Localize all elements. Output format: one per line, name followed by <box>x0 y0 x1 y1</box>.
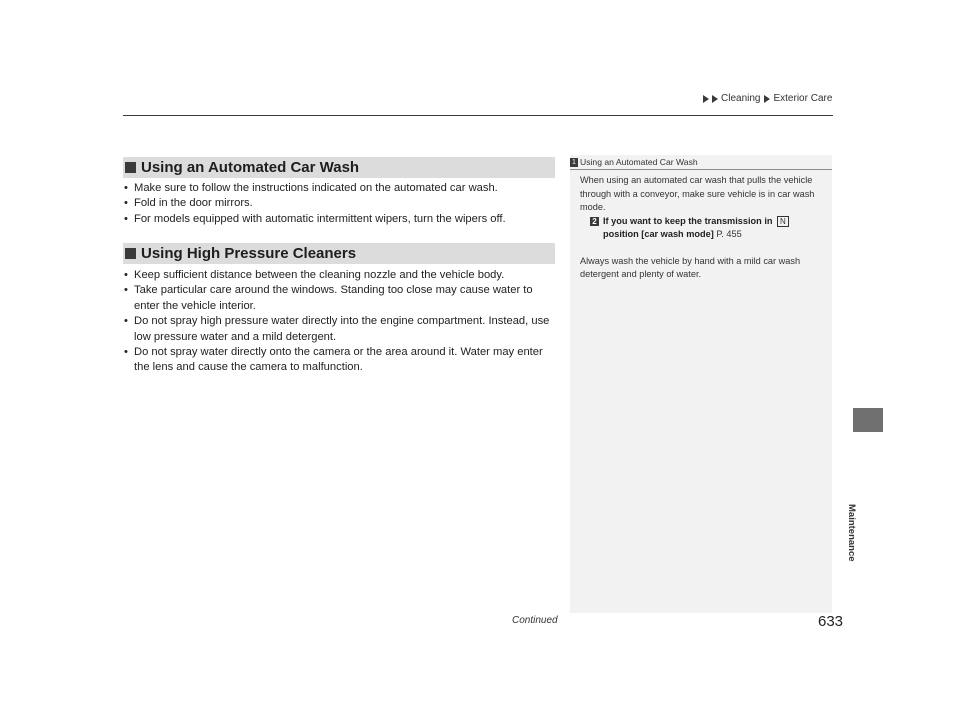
note-divider <box>570 169 832 170</box>
section-title: Using an Automated Car Wash <box>141 159 360 176</box>
section-title: Using High Pressure Cleaners <box>141 245 357 262</box>
bullet-dot-icon: • <box>124 212 128 225</box>
continued-label: Continued <box>512 615 558 626</box>
list-item: • For models equipped with automatic intermittent wipers, turn the wipers off. <box>123 212 555 227</box>
note-heading <box>570 157 698 167</box>
bullet-dot-icon: • <box>124 346 128 359</box>
section-heading-high-pressure-cleaners <box>123 243 555 264</box>
reference-page: P. 455 <box>716 229 742 239</box>
chapter-tab[interactable] <box>846 432 883 562</box>
note-title: Using an Automated Car Wash <box>580 157 698 167</box>
reference-text: position [car wash mode] <box>603 229 714 239</box>
list-item: • Take particular care around the windows. Standing too close may cause water to enter the vehicle interior. <box>124 284 533 312</box>
list-item: • Do not spray high pressure water directly into the engine compartment. Instead, use low pressure water and a mild detergent. <box>124 315 550 343</box>
chapter-tab-marker <box>853 408 883 432</box>
page-number: 633 <box>818 613 844 630</box>
cross-reference-link[interactable] <box>590 215 825 242</box>
neutral-key-icon: N <box>777 216 789 227</box>
bullet-dot-icon: • <box>124 269 128 281</box>
section-square-icon <box>125 248 136 259</box>
bullet-dot-icon: • <box>124 182 128 194</box>
note-body <box>580 174 825 282</box>
breadcrumb-arrow-icon <box>712 95 718 103</box>
list-item: • Keep sufficient distance between the cleaning nozzle and the vehicle body. <box>123 268 555 283</box>
bullet-list-automated-car-wash <box>123 181 555 227</box>
list-item: • Fold in the door mirrors. <box>123 196 555 211</box>
reference-text: If you want to keep the transmission in <box>603 215 773 226</box>
breadcrumb <box>703 93 832 104</box>
bullet-list-high-pressure-cleaners <box>123 268 555 376</box>
section-heading-automated-car-wash <box>123 157 555 178</box>
breadcrumb-arrow-icon <box>764 95 770 103</box>
header-rule <box>123 115 833 116</box>
note-paragraph: When using an automated car wash that pulls the vehicle through with a conveyor, make sure vehicle is in car wash mode. <box>580 175 815 212</box>
breadcrumb-item-cleaning[interactable]: Cleaning <box>721 93 761 104</box>
bullet-dot-icon: • <box>124 197 128 210</box>
breadcrumb-arrow-icon <box>703 95 709 103</box>
list-item: • Do not spray water directly onto the camera or the area around it. Water may enter the lens and cause the camera to malfunction. <box>124 346 543 374</box>
chapter-tab-label: Maintenance <box>846 504 857 562</box>
list-item: • Make sure to follow the instructions indicated on the automated car wash. <box>123 181 555 196</box>
reference-arrow-icon: 2 <box>590 217 599 226</box>
note-number-badge: 1 <box>570 158 578 167</box>
bullet-dot-icon: • <box>124 315 128 328</box>
breadcrumb-item-exterior-care[interactable]: Exterior Care <box>773 93 833 104</box>
section-square-icon <box>125 162 136 173</box>
note-paragraph: Always wash the vehicle by hand with a mild car wash detergent and plenty of water. <box>580 255 801 279</box>
bullet-dot-icon: • <box>124 284 128 297</box>
